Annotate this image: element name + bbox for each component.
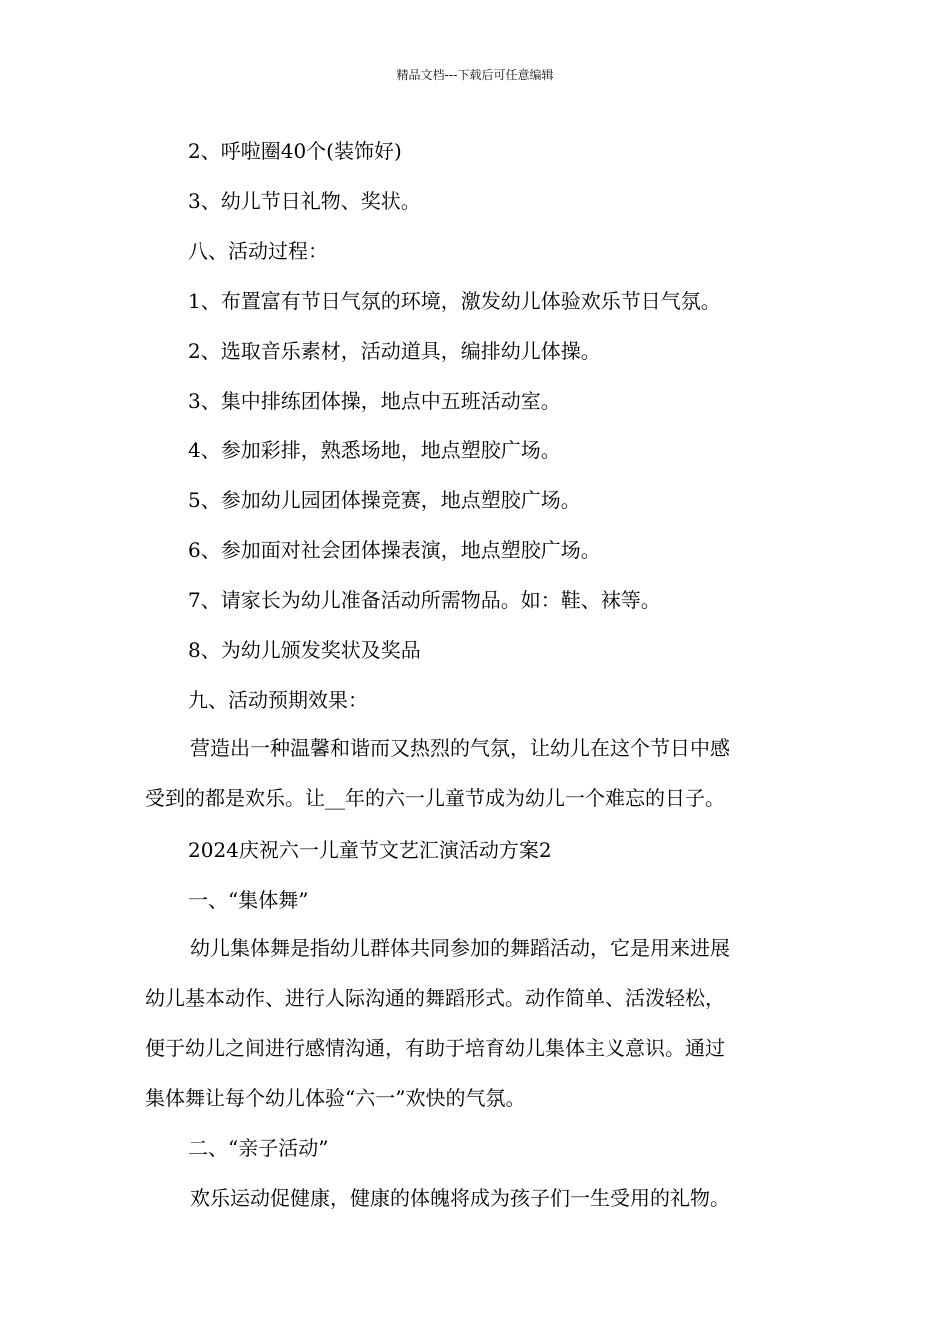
paragraph-line: 4、参加彩排，熟悉场地，地点塑胶广场。	[188, 438, 561, 462]
section-heading: 八、活动过程：	[188, 239, 328, 263]
paragraph-line: 2、呼啦圈40个(装饰好)	[188, 139, 402, 163]
paragraph-line: 1、布置富有节日气氛的环境，激发幼儿体验欢乐节日气氛。	[188, 289, 721, 313]
paragraph-line: 5、参加幼儿园团体操竞赛，地点塑胶广场。	[188, 488, 581, 512]
paragraph-line: 3、集中排练团体操，地点中五班活动室。	[188, 389, 561, 413]
paragraph-line: 7、请家长为幼儿准备活动所需物品。如：鞋、袜等。	[188, 588, 661, 612]
page-header: 精品文档---下载后可任意编辑	[396, 68, 554, 82]
document-subtitle: 2024庆祝六一儿童节文艺汇演活动方案2	[188, 838, 552, 862]
section-heading: 九、活动预期效果：	[188, 688, 368, 712]
section-heading: 一、“集体舞”	[188, 888, 309, 912]
paragraph-line: 8、为幼儿颁发奖状及奖品	[188, 638, 421, 662]
paragraph-line: 6、参加面对社会团体操表演，地点塑胶广场。	[188, 538, 601, 562]
paragraph-line: 幼儿集体舞是指幼儿群体共同参加的舞蹈活动，它是用来进展	[190, 936, 730, 960]
paragraph-line: 欢乐运动促健康，健康的体魄将成为孩子们一生受用的礼物。	[190, 1186, 730, 1210]
paragraph-line: 2、选取音乐素材，活动道具，编排幼儿体操。	[188, 339, 601, 363]
section-heading: 二、“亲子活动”	[188, 1136, 329, 1160]
paragraph-line: 集体舞让每个幼儿体验“六一”欢快的气氛。	[145, 1086, 526, 1110]
paragraph-line: 受到的都是欢乐。让__年的六一儿童节成为幼儿一个难忘的日子。	[145, 786, 725, 810]
paragraph-line: 幼儿基本动作、进行人际沟通的舞蹈形式。动作简单、活泼轻松，	[145, 986, 725, 1010]
paragraph-line: 便于幼儿之间进行感情沟通，有助于培育幼儿集体主义意识。通过	[145, 1036, 725, 1060]
paragraph-line: 营造出一种温馨和谐而又热烈的气氛，让幼儿在这个节日中感	[190, 736, 730, 760]
paragraph-line: 3、幼儿节日礼物、奖状。	[188, 189, 421, 213]
